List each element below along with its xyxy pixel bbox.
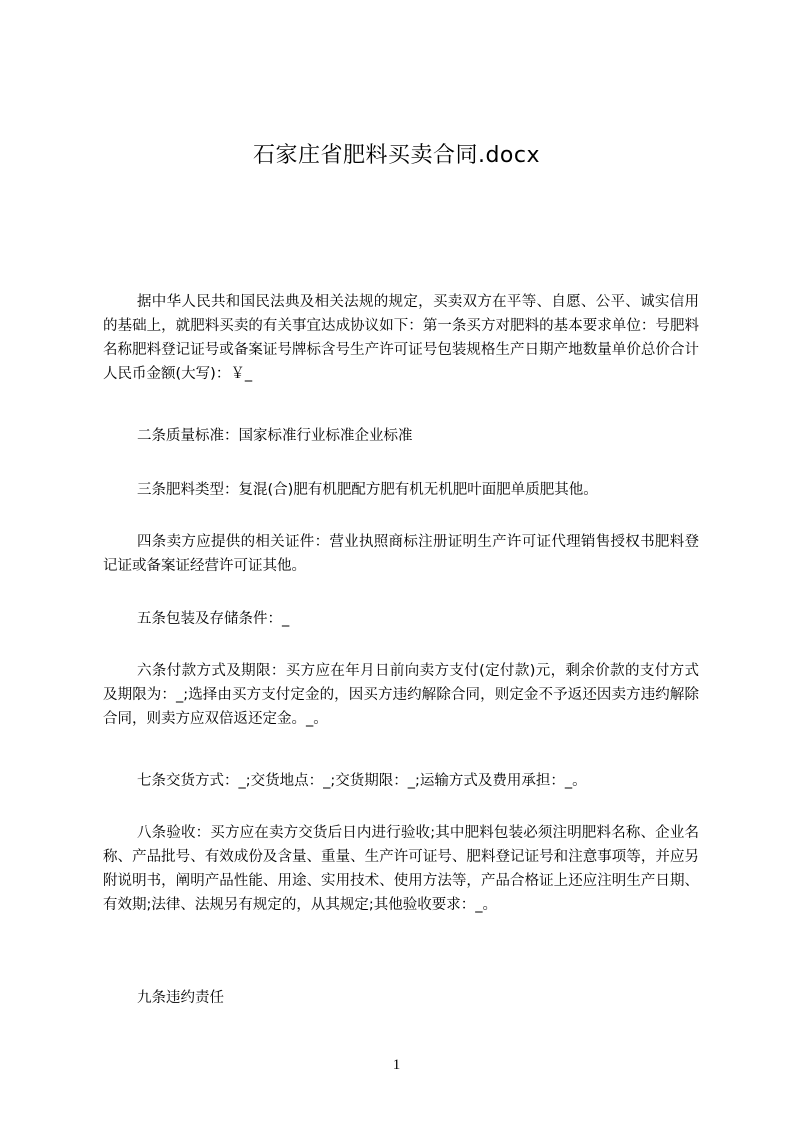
paragraph-payment: 六条付款方式及期限：买方应在年月日前向卖方支付(定付款)元，剩余价款的支付方式及期限为：_;选择由买方支付定金的，因买方违约解除合同，则定金不予返还因卖方违约解除合同，则卖方应双倍返还定金。_。 (103, 663, 699, 727)
paragraph-preamble: 据中华人民共和国民法典及相关法规的规定，买卖双方在平等、自愿、公平、诚实信用的基础上，就肥料买卖的有关事宜达成协议如下：第一条买方对肥料的基本要求单位：号肥料名称肥料登记证号或备案证号牌标含号生产许可证号包装规格生产日期产地数量单价总价合计人民币金额(大写)：￥_ (103, 294, 699, 382)
paragraph-liability: 九条违约责任 (137, 990, 224, 1006)
document-title: 石家庄省肥料买卖合同.docx (252, 143, 541, 168)
paragraph-fertilizer-type: 三条肥料类型：复混(合)肥有机肥配方肥有机无机肥叶面肥单质肥其他。 (137, 482, 598, 498)
paragraph-delivery: 七条交货方式：_;交货地点：_;交货期限：_;运输方式及费用承担：_。 (137, 773, 587, 789)
paragraph-acceptance: 八条验收：买方应在卖方交货后日内进行验收;其中肥料包装必须注明肥料名称、企业名称、产品批号、有效成份及含量、重量、生产许可证号、肥料登记证号和注意事项等，并应另附说明书，阐明产品性能、用途、实用技术、使用方法等，产品合格证上还应注明生产日期、有效期;法律、法规另有规定的，从其规定;其他验收要求：_。 (103, 825, 699, 913)
paragraph-quality-standard: 二条质量标准：国家标准行业标准企业标准 (137, 428, 413, 444)
paragraph-seller-documents: 四条卖方应提供的相关证件：营业执照商标注册证明生产许可证代理销售授权书肥料登记证或备案证经营许可证其他。 (103, 534, 699, 574)
paragraph-packaging: 五条包装及存储条件：_ (137, 611, 290, 627)
page-number: 1 (392, 1057, 401, 1073)
